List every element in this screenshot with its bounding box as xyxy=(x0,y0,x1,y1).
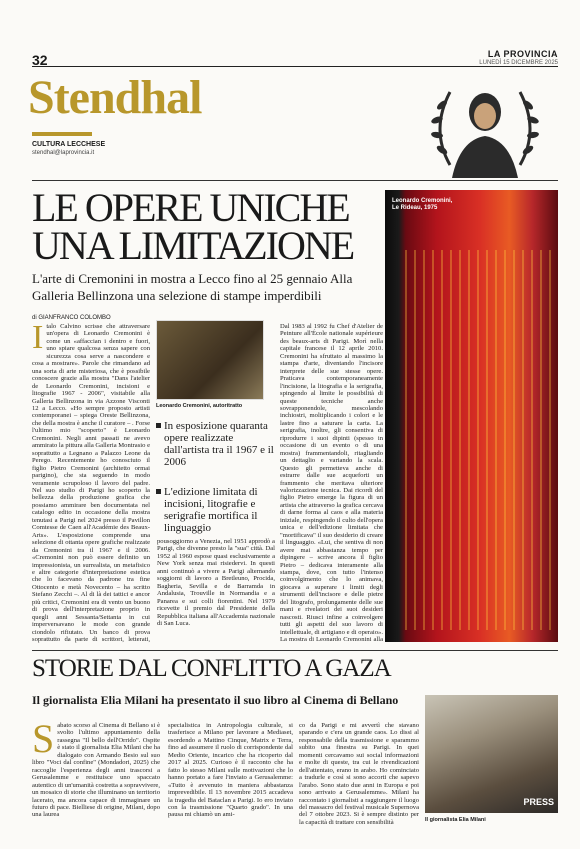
laurel-portrait-icon xyxy=(420,70,550,178)
article-column-1 xyxy=(32,323,150,643)
section-name: CULTURA LECCHESE xyxy=(32,141,106,148)
top-rule xyxy=(32,66,558,67)
pull-quote-2-text: L'edizione limitata di incisioni, litografie e serigrafie mortifica il linguaggio xyxy=(164,486,258,534)
article-2-column-2: specialistica in Antropologia culturale, si trasferisce a Milano per lavorare a Mediaset, esordendo a Mattino Cinque, Matrix e Terra, fino ad assumere il ruolo di corrispondente dal Medio Oriente, incarico che ha ricoperto dal 2017 al 2025. Curioso è il racconto che ha fatto lo stesso Milani sulle motivazioni che lo hanno portato a fare l'inviato a Gerusalemme: «Tutto è avvenuto in maniera abbastanza imprevedibile. Il 13 novembre 2015 accadeva la tragedia del Bataclan a Parigi. Io ero inviato con la trasmissione "Quarto grado". In una pausa mi chiamò un ami- xyxy=(168,722,293,819)
article-byline: di GIANFRANCO COLOMBO xyxy=(32,315,111,321)
brand-bar xyxy=(32,132,92,136)
publication-name: LA PROVINCIA xyxy=(487,49,558,59)
column-1-text: talo Calvino scrisse che attraversare un'opera di Leonardo Cremonini è come un «affaccian i dentro e fuori, uno spiare qualcosa senza sapere con sicurezza cosa serve a nascondere e cosa a mostrare». Parole che rimandano ad una sorta di arte misteriosa, che è possibile conoscere grazie alla mostra "Dans l'atelier de Leonardo Cremonini, incisioni e litografie 1967 - 2006", visitabile alla Galleria Bellinzona in via Azzone Visconti 12 a Lecco. «Ho sempre proposto artisti contemporanei – spiega Oreste Bellinzona, che della mostra è anche il curatore – . Forse l'ultimo mio "scoperto" è Leonardo Cremonini. Negli anni passati ne avevo ammirato la pittura alla Galleria Montrasio e soprattutto a Legnano a Palazzo Leone da Perego. Recentemente ho conosciuto il figlio Pietro Cremonini (architetto ormai parigino), che sta seguendo in modo veramente scrupoloso il lavoro del padre. Nel suo studio di Parigi ho scoperto la bellezza della produzione grafica che possiamo ammirare ben documentata nel catalogo edito in occasione della mostra tenutasi a Parigi nel 2024 presso il Pavillon Comtesse de Caen all'Académie des Beaux-Arts». L'esposizione comprende una selezione di ottanta opere grafiche realizzate da Cremonini tra il 1967 e il 2006. «Cremonini non può essere definito un impressionista, un surrealista, un metafisico e altre categorie d'interpretazione estetica che lo facevano da padrone tra fine Ottocento e metà Novecento – ha scritto Stefano Zecchi –. Al di là dei tattici e ancor più critici, Cremonini era di vento un buono di prova dell'interpretazione proprio in quegli anni Sessanta/Settanta in cui imperversavano le mode con grande ciondolo rifiutato. Un banco di prova soprattutto da parte di scrittori, letterati, xyxy=(32,323,150,643)
self-portrait-image xyxy=(156,320,264,400)
article-subhead: L'arte di Cremonini in mostra a Lecco fino al 25 gennaio Alla Galleria Bellinzona una selezione di stampe imperdibili xyxy=(32,271,353,303)
artwork-texture xyxy=(405,250,555,630)
journalist-photo xyxy=(425,695,558,813)
publication-masthead xyxy=(479,50,558,66)
article-headline: LE OPERE UNICHE UNA LIMITAZIONE xyxy=(32,185,354,268)
page-number: 32 xyxy=(32,52,48,68)
pull-quote-1-text: In esposizione quaranta opere realizzate dall'artista tra il 1967 e il 2006 xyxy=(164,420,274,468)
drop-cap: S xyxy=(32,722,55,761)
article-column-3: Dal 1983 al 1992 fu Chef d'Atelier de Peinture all'École nationale supérieure des beaux-arts di Parigi. Morì nella capitale francese il 12 aprile 2010. Cremonini ha sfruttato al massimo la stampa d'arte, diventando l'incisore interprete delle sue stesse opere. Praticava contemporaneamente l'incisione, la litografia e la serigrafia, spingendo al limite le possibilità di queste tecniche anche sovrapponendole, mescolando inchiostri, moltiplicando i colori e le lastre fino a saturare la carta. La serigrafia, inoltre, gli consentiva di riprodurre i suoi dipinti (spesso in occasione di un evento o di una mostra) frammentandoli, ritagliando un dettaglio e variando la scala. Questo gli permetteva anche di estrarre dalle sue acqueforti un frammento che meritava ulteriore valorizzazione tecnica. Dai ricordi del figlio Pietro emerge la figura di un artista che attraverso la grafica cercava di darne forma al caos e alla materia iniziale, respingendo il culto dell'opera unica e dell'edizione limitata che "mortificava" il suo desiderio di creare il linguaggio. «Lui, che sentiva di non avere mai abbastanza tempo per dipingere – scrive ancora il figlio Pietro – dedicava interamente alla stampa, dove, con tutto l'intenso coinvolgimento che lo animava, giocava a superare i limiti degli strumenti dell'incisore e delle pietre del litografo, prolungamente delle sue mani e rivelatori dei suoi desideri nascosti. Riusci infine a coinvolgere tutti gli aspetti del suo lavoro di intellettuale, di artigiano e di operaio». La mostra di Leonardo Cremonini alla xyxy=(280,323,383,643)
header-rule xyxy=(32,180,558,181)
publication-date: LUNEDÌ 15 DICEMBRE 2025 xyxy=(479,59,558,66)
section-email: stendhal@laprovincia.it xyxy=(32,150,95,156)
drop-cap: I xyxy=(32,323,44,356)
artwork-caption-line-1: Leonardo Cremonini, xyxy=(392,198,453,204)
article-column-2: pousoggiorno a Venezia, nel 1951 approdò a Parigi, che divenne presto la "sua" città. Dal 1952 al 1960 espose quasi esclusivamente a New York senza mai risiedervi. In questi anni continuò a vivere a Parigi alternando soggiorni di lavoro a Bretleuno, Procida, Bagheria, Sevilla e de Barramda in Andalusia, Trouville in Normandia e a Panarea e sui colli fiorentini. Nel 1979 ricevette il premio dal Presidente della Repubblica italiana all'Accademia nazionale di San Luca. xyxy=(157,538,275,627)
artwork-caption xyxy=(392,198,452,212)
pull-quote-2 xyxy=(164,486,274,534)
section-rule xyxy=(32,650,558,651)
article-2-column-1 xyxy=(32,722,160,834)
article-2-subhead: Il giornalista Elia Milani ha presentato il suo libro al Cinema di Bellano xyxy=(32,693,399,707)
artwork-image xyxy=(385,190,558,642)
article-2-column-1-text: abato scorso al Cinema di Bellano si è svolto l'ultimo appuntamento della rassegna "Il bello dell'Orrido". Ospite è stato il giornalista Elia Milani che ha dialogato con Armando Besio sul suo libro "Voci dal confine" (Mondadori, 2025) che raccoglie l'esperienza degli anni trascorsi a Gerusalemme e restituisce uno spaccato autentico di un'umanità costretta a sopravvivere, un mosaico di storie che illuminano un territorio lacerato, ma ancora capace di immaginare un futuro di pace. Bielliese di origine, Milani, dopo una laurea xyxy=(32,722,160,819)
section-brand: Stendhal xyxy=(28,71,202,124)
artwork-caption-line-2: Le Rideau, 1975 xyxy=(392,205,438,211)
bullet-square-icon xyxy=(156,423,161,428)
bullet-square-icon xyxy=(156,489,161,494)
press-logo: PRESS xyxy=(523,797,554,807)
article-2-column-3: co da Parigi e mi avvertì che stavano sparando e c'era un grande caos. Lo dissi al responsabile della trasmissione e sparammo subito una finestra su Parigi. In quei momenti cercavamo sui social informazioni e molte di queste, tra cui le rivendicazioni dell'attentato, erano in arabo. Ho cominciato a tradurle e così si sono accorti che sapevo l'arabo. Sono stato due anni in Europa e poi sono arrivato a Gerusalemme». Milani ha raccontato i giornalisti a raggiungere il luogo del massacro del festival musicale Supernova del 7 ottobre 2023. Si è sempre distinto per la capacità di trattare con sensibilità xyxy=(299,722,419,826)
pull-quote-1 xyxy=(164,420,274,468)
article-2-headline: STORIE DAL CONFLITTO A GAZA xyxy=(32,655,391,682)
portrait-caption: Leonardo Cremonini, autoritratto xyxy=(156,403,243,409)
journalist-photo-caption: Il giornalista Elia Milani xyxy=(425,817,486,823)
